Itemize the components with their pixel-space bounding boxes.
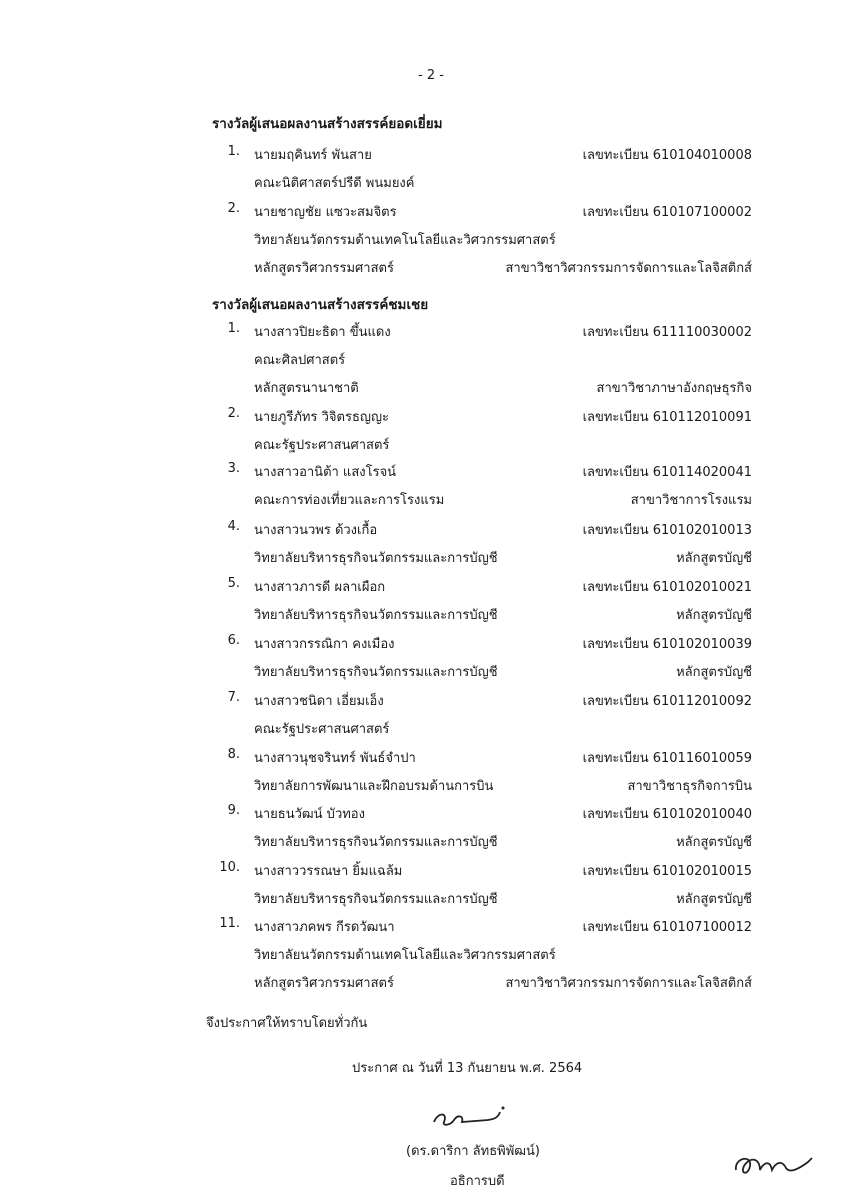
- announcement-date: ประกาศ ณ วันที่ 13 กันยายน พ.ศ. 2564: [352, 1061, 583, 1076]
- faculty-line: คณะศิลปศาสตร์: [254, 353, 346, 368]
- program-line: หลักสูตรบัญชี: [676, 835, 752, 850]
- registration-number: เลขทะเบียน 610102010013: [582, 523, 752, 538]
- section-heading: รางวัลผู้เสนอผลงานสร้างสรรค์ยอดเยี่ยม: [212, 116, 443, 132]
- faculty-line: หลักสูตรวิศวกรรมศาสตร์: [254, 261, 394, 276]
- student-name: นางสาววรรณษา ยิ้มแฉล้ม: [254, 864, 403, 879]
- student-name: นายมฤคินทร์ พันสาย: [254, 148, 372, 163]
- student-name: นางสาวภคพร กีรดวัฒนา: [254, 920, 395, 935]
- program-line: สาขาวิชาการโรงแรม: [630, 493, 752, 508]
- program-line: หลักสูตรบัญชี: [676, 608, 752, 623]
- entry-number: 5.: [227, 576, 240, 591]
- entry-number: 3.: [227, 461, 240, 476]
- student-name: นางสาวนวพร ด้วงเกื้อ: [254, 523, 378, 538]
- entry-number: 4.: [227, 519, 240, 534]
- program-line: หลักสูตรบัญชี: [676, 551, 752, 566]
- faculty-line: วิทยาลัยบริหารธุรกิจนวัตกรรมและการบัญชี: [254, 551, 498, 566]
- faculty-line: วิทยาลัยบริหารธุรกิจนวัตกรรมและการบัญชี: [254, 665, 498, 680]
- faculty-line: หลักสูตรวิศวกรรมศาสตร์: [254, 976, 394, 991]
- student-name: นางสาวอานิต้า แสงโรจน์: [254, 465, 397, 480]
- entry-number: 9.: [227, 803, 240, 818]
- faculty-line: คณะรัฐประศาสนศาสตร์: [254, 438, 390, 453]
- faculty-line: วิทยาลัยนวัตกรรมด้านเทคโนโลยีและวิศวกรรมศาสตร์: [254, 233, 556, 248]
- student-name: นางสาวภารดี ผลาเผือก: [254, 580, 386, 595]
- student-name: นายชาญชัย แซวะสมจิตร: [254, 205, 397, 220]
- section-heading: รางวัลผู้เสนอผลงานสร้างสรรค์ชมเชย: [212, 297, 429, 313]
- registration-number: เลขทะเบียน 610107100002: [582, 205, 752, 220]
- student-name: นางสาวปิยะธิดา ขึ้นแดง: [254, 325, 391, 340]
- page-number: - 2 -: [418, 68, 444, 83]
- faculty-line: วิทยาลัยบริหารธุรกิจนวัตกรรมและการบัญชี: [254, 892, 498, 907]
- entry-number: 1.: [227, 144, 240, 159]
- program-line: สาขาวิชาวิศวกรรมการจัดการและโลจิสติกส์: [505, 976, 752, 991]
- faculty-line: คณะนิติศาสตร์ปรีดี พนมยงค์: [254, 176, 415, 191]
- faculty-line: คณะการท่องเที่ยวและการโรงแรม: [254, 493, 445, 508]
- registration-number: เลขทะเบียน 610104010008: [582, 148, 752, 163]
- registration-number: เลขทะเบียน 610102010040: [582, 807, 752, 822]
- entry-number: 11.: [219, 916, 240, 931]
- entry-number: 7.: [227, 690, 240, 705]
- program-line: หลักสูตรบัญชี: [676, 892, 752, 907]
- registration-number: เลขทะเบียน 610112010092: [582, 694, 752, 709]
- registration-number: เลขทะเบียน 610102010039: [582, 637, 752, 652]
- faculty-line: คณะรัฐประศาสนศาสตร์: [254, 722, 390, 737]
- entry-number: 8.: [227, 747, 240, 762]
- faculty-line: หลักสูตรนานาชาติ: [254, 381, 359, 396]
- entry-number: 10.: [219, 860, 240, 875]
- entry-number: 6.: [227, 633, 240, 648]
- signature-image: [428, 1100, 508, 1134]
- program-line: สาขาวิชาวิศวกรรมการจัดการและโลจิสติกส์: [505, 261, 752, 276]
- registration-number: เลขทะเบียน 610102010015: [582, 864, 752, 879]
- program-line: สาขาวิชาธุรกิจการบิน: [627, 779, 752, 794]
- initials-signature-image: [730, 1148, 820, 1182]
- student-name: นางสาวนุชจรินทร์ พันธ์จำปา: [254, 751, 416, 766]
- entry-number: 2.: [227, 406, 240, 421]
- signatory-name: (ดร.ดาริกา ลัทธพิพัฒน์): [406, 1144, 540, 1159]
- registration-number: เลขทะเบียน 610102010021: [582, 580, 752, 595]
- program-line: หลักสูตรบัญชี: [676, 665, 752, 680]
- student-name: นางสาวกรรณิกา คงเมือง: [254, 637, 395, 652]
- faculty-line: วิทยาลัยบริหารธุรกิจนวัตกรรมและการบัญชี: [254, 608, 498, 623]
- entry-number: 1.: [227, 321, 240, 336]
- signatory-title: อธิการบดี: [450, 1174, 505, 1189]
- program-line: สาขาวิชาภาษาอังกฤษธุรกิจ: [596, 381, 752, 396]
- registration-number: เลขทะเบียน 610112010091: [582, 410, 752, 425]
- student-name: นางสาวชนิดา เอี่ยมเอ็ง: [254, 694, 384, 709]
- entry-number: 2.: [227, 201, 240, 216]
- student-name: นายภูรีภัทร วิจิตรธญญะ: [254, 410, 390, 425]
- registration-number: เลขทะเบียน 611110030002: [582, 325, 752, 340]
- student-name: นายธนวัฒน์ บัวทอง: [254, 807, 365, 822]
- faculty-line: วิทยาลัยการพัฒนาและฝึกอบรมด้านการบิน: [254, 779, 494, 794]
- closing-statement: จึงประกาศให้ทราบโดยทั่วกัน: [206, 1016, 368, 1031]
- registration-number: เลขทะเบียน 610116010059: [582, 751, 752, 766]
- faculty-line: วิทยาลัยบริหารธุรกิจนวัตกรรมและการบัญชี: [254, 835, 498, 850]
- faculty-line: วิทยาลัยนวัตกรรมด้านเทคโนโลยีและวิศวกรรมศาสตร์: [254, 948, 556, 963]
- registration-number: เลขทะเบียน 610107100012: [582, 920, 752, 935]
- registration-number: เลขทะเบียน 610114020041: [582, 465, 752, 480]
